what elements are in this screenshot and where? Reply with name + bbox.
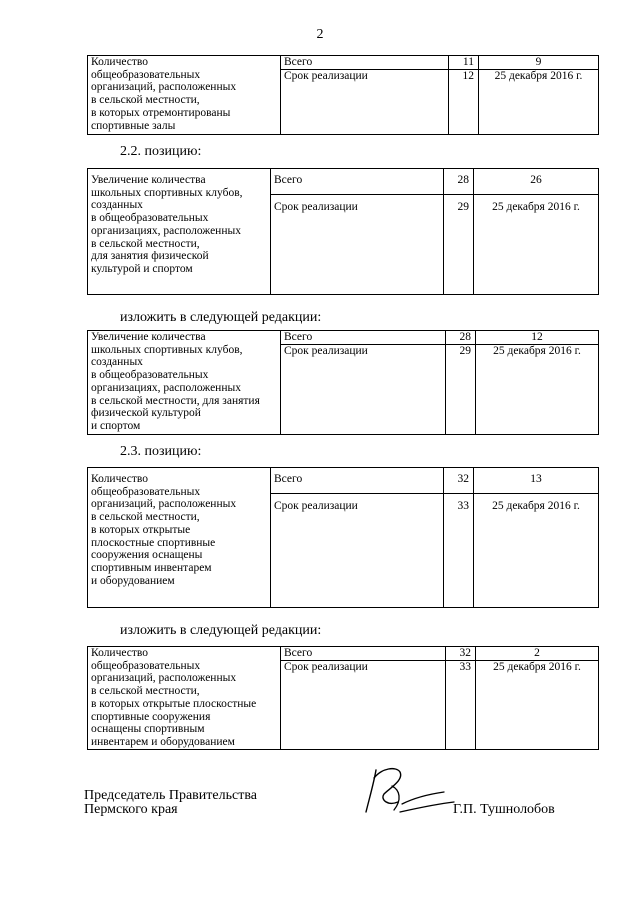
description-line: организациях, расположенных xyxy=(91,224,241,237)
row-number: 32 xyxy=(444,468,474,494)
signatory-name: Г.П. Тушнолобов xyxy=(453,802,555,817)
description-line: в общеобразовательных xyxy=(91,212,209,225)
description-line: организаций, расположенных xyxy=(91,672,237,685)
description-line: общеобразовательных xyxy=(91,659,201,672)
description-line: созданных xyxy=(91,356,143,369)
description-line: в общеобразовательных xyxy=(91,369,209,382)
description-line: в которых отремонтированы xyxy=(91,106,231,119)
description-line: организаций, расположенных xyxy=(91,81,237,94)
description-line: организаций, расположенных xyxy=(91,498,237,511)
row-value: 25 декабря 2016 г. xyxy=(474,195,599,295)
row-label: Всего xyxy=(271,468,444,494)
description-line: Количество xyxy=(91,56,148,68)
description-line: созданных xyxy=(91,199,143,212)
row-label: Срок реализации xyxy=(281,344,446,434)
description-line: общеобразовательных xyxy=(91,68,201,81)
description-line: культурой и спортом xyxy=(91,262,193,275)
row-number: 28 xyxy=(446,331,476,345)
row-label: Всего xyxy=(281,331,446,345)
description-line: плоскостные спортивные xyxy=(91,536,216,549)
row-number: 28 xyxy=(444,169,474,195)
description-line: организациях, расположенных xyxy=(91,381,241,394)
section-caption: 2.2. позицию: xyxy=(120,144,202,159)
description-line: спортивные сооружения xyxy=(91,710,211,723)
description-line: в которых открытые xyxy=(91,523,191,536)
row-label: Срок реализации xyxy=(271,195,444,295)
indicator-description xyxy=(88,56,281,135)
indicator-table xyxy=(87,168,599,295)
row-value: 25 декабря 2016 г. xyxy=(476,344,599,434)
row-value: 13 xyxy=(474,468,599,494)
row-label: Всего xyxy=(281,56,449,70)
description-line: Увеличение количества xyxy=(91,174,206,186)
description-line: Увеличение количества xyxy=(91,331,206,343)
row-value: 25 декабря 2016 г. xyxy=(479,69,599,134)
row-label: Срок реализации xyxy=(281,660,446,749)
row-value: 25 декабря 2016 г. xyxy=(474,494,599,608)
row-label: Срок реализации xyxy=(271,494,444,608)
description-line: и оборудованием xyxy=(91,574,175,587)
row-label: Срок реализации xyxy=(281,69,449,134)
indicator-description xyxy=(88,468,271,608)
section-caption: изложить в следующей редакции: xyxy=(120,310,322,325)
indicator-table xyxy=(87,646,599,750)
section-caption: изложить в следующей редакции: xyxy=(120,623,322,638)
description-line: и спортом xyxy=(91,419,141,432)
indicator-table xyxy=(87,55,599,135)
description-line: оснащены спортивным xyxy=(91,723,205,736)
row-value: 26 xyxy=(474,169,599,195)
description-line: спортивным инвентарем xyxy=(91,561,212,574)
row-number: 29 xyxy=(444,195,474,295)
section-caption: 2.3. позицию: xyxy=(120,444,202,459)
description-line: Количество xyxy=(91,647,148,659)
row-label: Всего xyxy=(271,169,444,195)
row-number: 33 xyxy=(444,494,474,608)
signatory-title xyxy=(84,789,257,817)
row-number: 12 xyxy=(449,69,479,134)
description-line: школьных спортивных клубов, xyxy=(91,343,243,356)
row-number: 11 xyxy=(449,56,479,70)
description-line: в сельской местности, xyxy=(91,685,200,698)
row-value: 25 декабря 2016 г. xyxy=(476,660,599,749)
signatory-title-line: Пермского края xyxy=(84,802,178,817)
signatory-title-line: Председатель Правительства xyxy=(84,788,257,803)
description-line: общеобразовательных xyxy=(91,485,201,498)
row-number: 29 xyxy=(446,344,476,434)
handwritten-signature xyxy=(362,760,462,820)
row-value: 2 xyxy=(476,647,599,661)
page-number: 2 xyxy=(316,27,324,42)
description-line: для занятия физической xyxy=(91,250,209,263)
indicator-description xyxy=(88,647,281,750)
description-line: в сельской местности, xyxy=(91,237,200,250)
description-line: школьных спортивных клубов, xyxy=(91,186,243,199)
description-line: физической культурой xyxy=(91,407,201,420)
row-value: 9 xyxy=(479,56,599,70)
row-number: 32 xyxy=(446,647,476,661)
description-line: Количество xyxy=(91,473,148,485)
description-line: спортивные залы xyxy=(91,119,176,132)
indicator-table xyxy=(87,330,599,435)
row-value: 12 xyxy=(476,331,599,345)
description-line: в которых открытые плоскостные xyxy=(91,697,257,710)
description-line: инвентарем и оборудованием xyxy=(91,735,235,748)
description-line: в сельской местности, для занятия xyxy=(91,394,260,407)
indicator-description xyxy=(88,331,281,435)
row-number: 33 xyxy=(446,660,476,749)
description-line: в сельской местности, xyxy=(91,94,200,107)
description-line: сооружения оснащены xyxy=(91,549,203,562)
description-line: в сельской местности, xyxy=(91,511,200,524)
row-label: Всего xyxy=(281,647,446,661)
indicator-table xyxy=(87,467,599,608)
indicator-description xyxy=(88,169,271,295)
